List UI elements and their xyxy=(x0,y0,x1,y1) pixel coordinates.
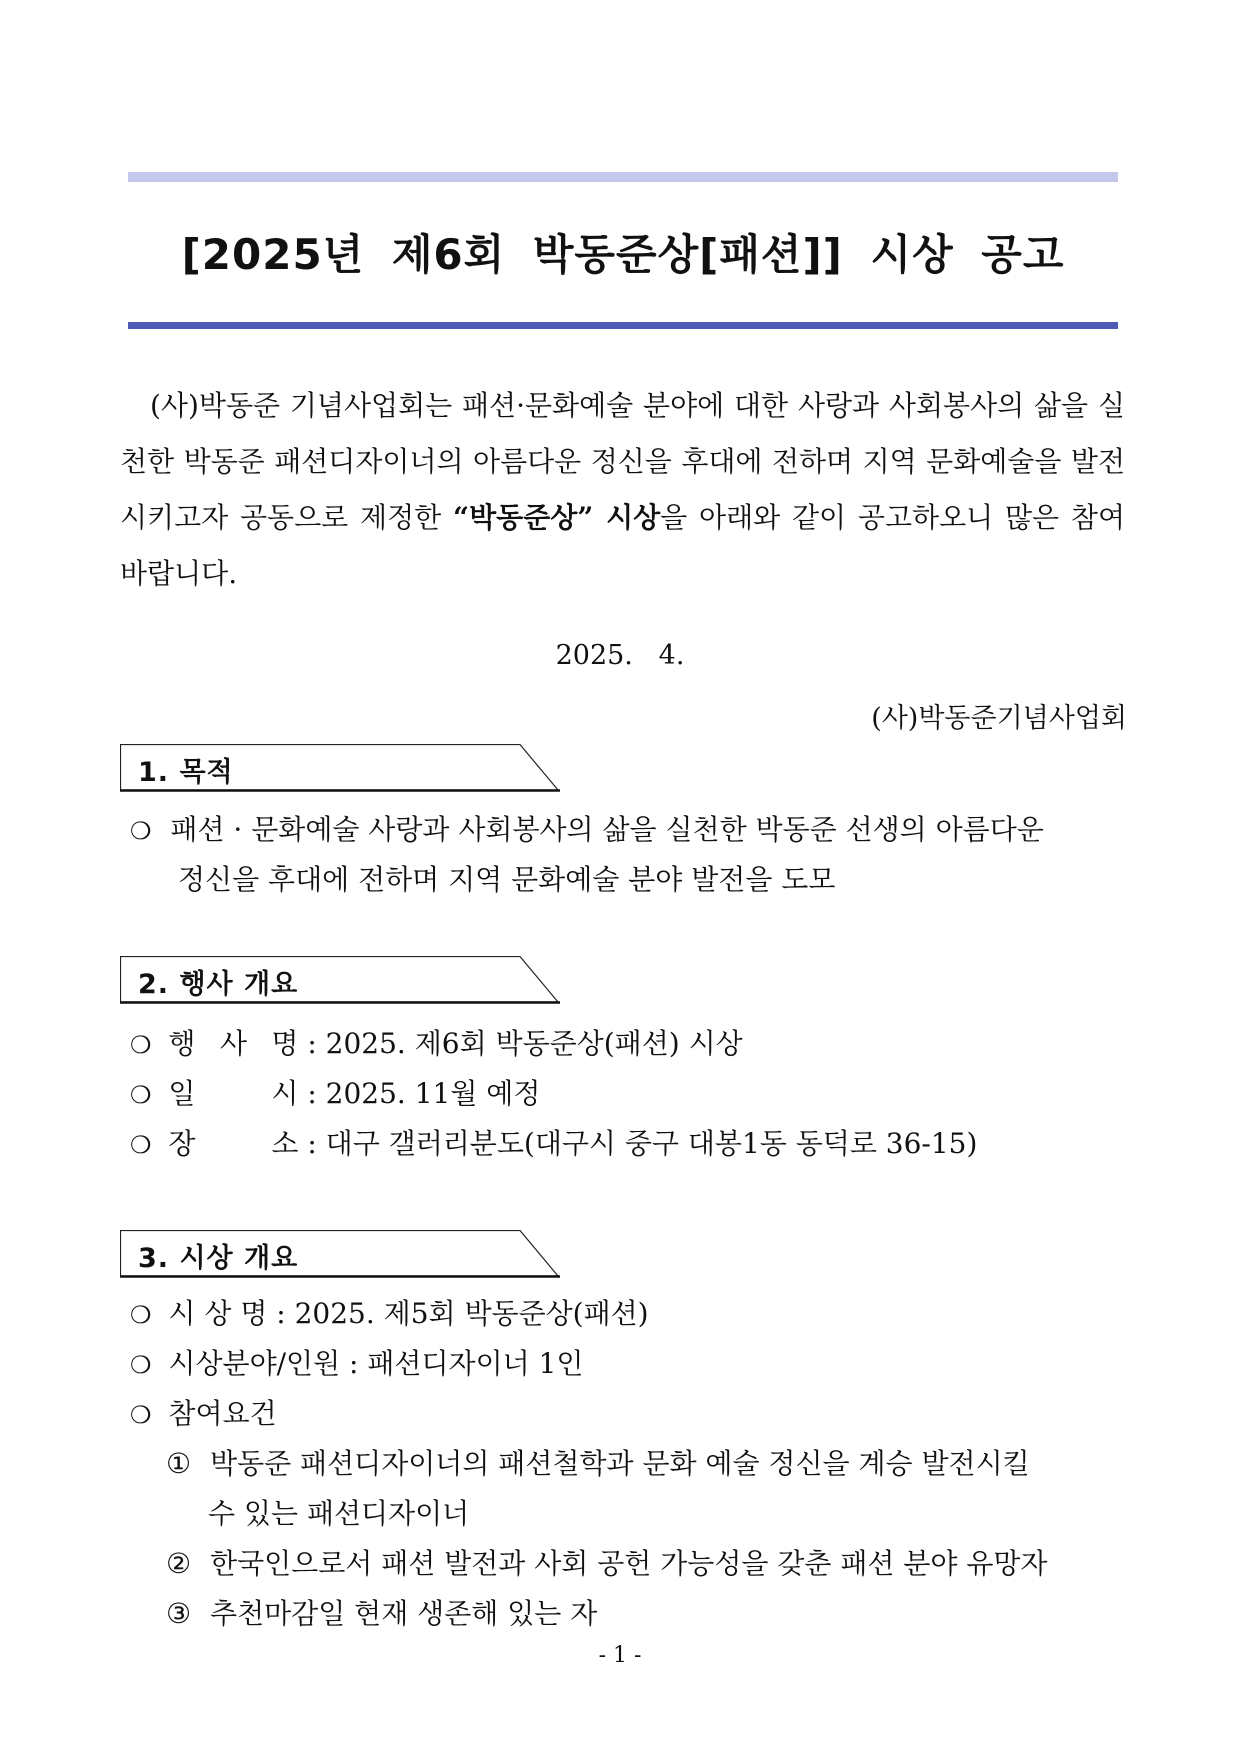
purpose-line-1: 패션 · 문화예술 사랑과 사회봉사의 삶을 실천한 박동준 선생의 아름다운 xyxy=(170,813,1044,846)
award-item-text: 참여요건 xyxy=(168,1397,277,1430)
section-title: 2. 행사 개요 xyxy=(138,969,299,1000)
award-item-text: 시상분야/인원 : 패션디자이너 1인 xyxy=(168,1347,584,1380)
title-bottom-rule xyxy=(128,322,1118,329)
intro-text-2: 을 아래와 같이 공고하오니 많은 참여 바랍니다. xyxy=(120,501,1125,590)
section-heading-event xyxy=(120,956,560,1004)
purpose-line-2: 정신을 후대에 전하며 지역 문화예술 분야 발전을 도모 xyxy=(178,863,836,896)
bullet-circle-icon: ❍ xyxy=(130,1401,152,1429)
requirement-text: 한국인으로서 패션 발전과 사회 공헌 가능성을 갖춘 패션 분야 유망자 xyxy=(210,1547,1048,1580)
event-value: : 2025. 11월 예정 xyxy=(307,1077,541,1110)
document-title: [2025년 제6회 박동준상[패션]] 시상 공고 xyxy=(181,230,1065,279)
bullet-circle-icon: ❍ xyxy=(130,817,152,845)
event-label: 행 사 명 xyxy=(168,1027,299,1060)
section-heading-award xyxy=(120,1230,560,1278)
event-item-venue xyxy=(130,1122,977,1162)
requirement-1 xyxy=(166,1442,1030,1482)
section-title: 1. 목적 xyxy=(138,757,234,788)
award-item-name xyxy=(130,1292,649,1332)
requirement-2 xyxy=(166,1542,1047,1582)
intro-text-1: (사)박동준 기념사업회는 패션·문화예술 분야에 대한 사랑과 사회봉사의 삶을 실천한 박동준 패션디자이너의 아름다운 정신을 후대에 전하며 지역 문화예술을 발전시키고자 공동으로 제정한 xyxy=(120,389,1125,534)
bullet-circle-icon: ❍ xyxy=(130,1301,152,1329)
requirement-number: ② xyxy=(166,1547,192,1580)
intro-bold-text: “박동준상” 시상 xyxy=(453,501,661,534)
award-item-field xyxy=(130,1342,583,1382)
intro-paragraph xyxy=(120,378,1125,602)
requirement-text: 박동준 패션디자이너의 패션철학과 문화 예술 정신을 계승 발전시킬 xyxy=(210,1447,1030,1480)
award-item-text: 시 상 명 : 2025. 제5회 박동준상(패션) xyxy=(168,1297,649,1330)
event-label: 일 시 xyxy=(168,1077,299,1110)
bullet-circle-icon: ❍ xyxy=(130,1081,152,1109)
requirement-text: 추천마감일 현재 생존해 있는 자 xyxy=(210,1597,598,1630)
requirement-number: ③ xyxy=(166,1597,192,1630)
event-item-date xyxy=(130,1072,540,1112)
event-item-name xyxy=(130,1022,743,1062)
requirement-3 xyxy=(166,1592,597,1632)
bullet-circle-icon: ❍ xyxy=(130,1031,152,1059)
announcement-date: 2025. 4. xyxy=(555,640,685,671)
event-value: : 대구 갤러리분도(대구시 중구 대봉1동 동덕로 36-15) xyxy=(307,1127,978,1160)
organization-name: (사)박동준기념사업회 xyxy=(871,703,1127,734)
event-label: 장 소 xyxy=(168,1127,299,1160)
title-top-rule xyxy=(128,172,1118,182)
requirement-number: ① xyxy=(166,1447,192,1480)
section-heading-purpose xyxy=(120,744,560,792)
section-title: 3. 시상 개요 xyxy=(138,1243,299,1274)
bullet-circle-icon: ❍ xyxy=(130,1131,152,1159)
bullet-circle-icon: ❍ xyxy=(130,1351,152,1379)
event-value: : 2025. 제6회 박동준상(패션) 시상 xyxy=(307,1027,743,1060)
award-item-requirements xyxy=(130,1392,277,1432)
requirement-1-line-2: 수 있는 패션디자이너 xyxy=(208,1497,470,1530)
purpose-item xyxy=(130,808,1044,848)
page-number: - 1 - xyxy=(598,1643,642,1668)
